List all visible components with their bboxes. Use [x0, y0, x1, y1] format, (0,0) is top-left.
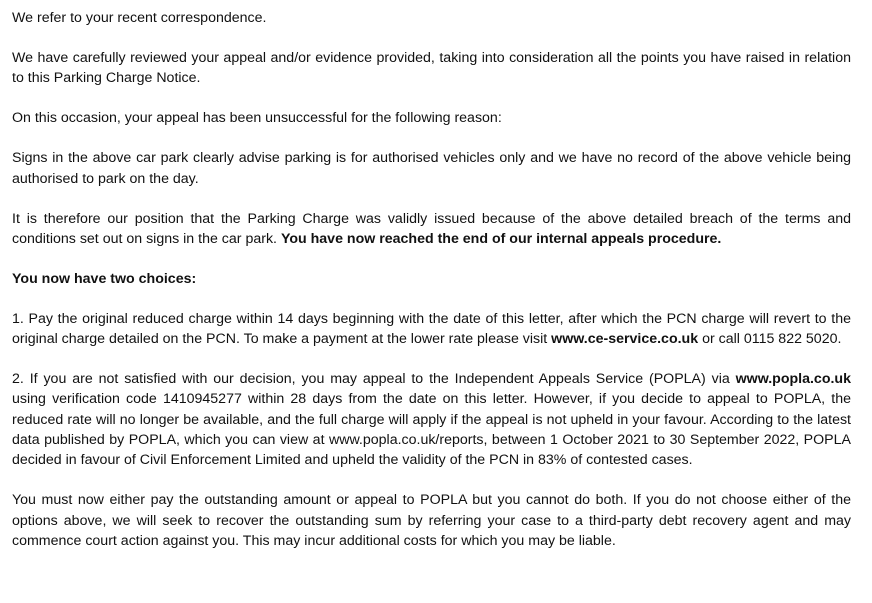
choice-one-tail: or call 0115 822 5020.: [698, 331, 842, 348]
choice-one-text: 1. Pay the original reduced charge within 14 days beginning with the date of this letter, after which the PCN charge will revert to the original charge detailed on the PCN. To make a payment at the lower rate please visit: [12, 310, 851, 348]
choices-heading: You now have two choices:: [12, 270, 197, 287]
opening-paragraph: We refer to your recent correspondence.: [12, 10, 267, 26]
ce-service-link: www.ce-service.co.uk: [551, 331, 699, 348]
choice-two-text: 2. If you are not satisfied with our decision, you may appeal to the Independent Appeals Service (POPLA) via: [12, 371, 736, 388]
choice-two-paragraph: [12, 369, 851, 470]
letter-body: [12, 8, 851, 571]
choice-one-paragraph: [12, 309, 851, 350]
final-paragraph: You must now either pay the outstanding amount or appeal to POPLA but you cannot do both. If you do not choose either of the options above, we will seek to recover the outstanding sum by referring your case to a third-party debt recovery agent and may commence court action against you. This may incur additional costs for which you may be liable.: [12, 492, 851, 549]
review-paragraph: We have carefully reviewed your appeal and/or evidence provided, taking into consideration all the points you have raised in relation to this Parking Charge Notice.: [12, 49, 851, 87]
position-text: It is therefore our position that the Parking Charge was validly issued because of the above detailed breach of the terms and conditions set out on signs in the car park.: [12, 210, 851, 247]
reason-paragraph: Signs in the above car park clearly advise parking is for authorised vehicles only and we have no record of the above vehicle being authorised to park on the day.: [12, 150, 851, 187]
position-paragraph: [12, 209, 851, 250]
end-of-procedure-statement: You have now reached the end of our internal appeals procedure.: [280, 230, 722, 247]
choice-two-tail: using verification code 1410945277 within 28 days from the date on this letter. However, if you decide to appeal to POPLA, the reduced rate will no longer be available, and the full charge will apply if the appeal is not upheld in your favour. According to the latest data published by POPLA, which you can view at www.popla.co.uk/reports, between 1 October 2021 to 30 September 2022, POPLA decided in favour of Civil Enforcement Limited and upheld the validity of the PCN in 83% of contested cases.: [12, 391, 851, 469]
popla-link: www.popla.co.uk: [735, 371, 851, 388]
outcome-paragraph: On this occasion, your appeal has been unsuccessful for the following reason:: [12, 110, 502, 127]
